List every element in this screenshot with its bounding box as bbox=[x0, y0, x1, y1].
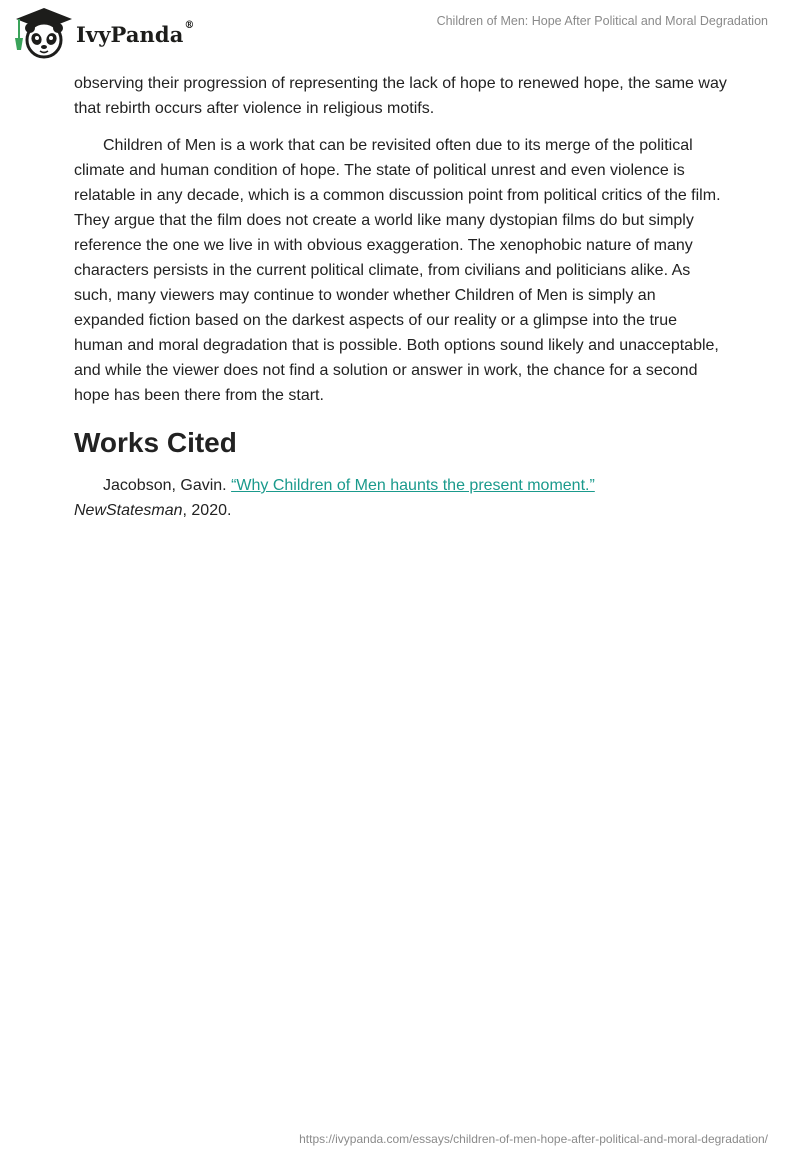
citation-author: Jacobson, Gavin. bbox=[103, 477, 232, 494]
document-title: Children of Men: Hope After Political and Moral Degradation bbox=[436, 14, 768, 28]
page-header bbox=[0, 0, 800, 70]
works-cited-heading: Works Cited bbox=[74, 427, 237, 458]
footer-url[interactable]: https://ivypanda.com/essays/children-of-men-hope-after-political-and-moral-degradation/ bbox=[299, 1132, 768, 1146]
panda-graduation-cap-icon bbox=[14, 6, 74, 60]
body-paragraph: observing their progression of representing the lack of hope to renewed hope, the same way that rebirth occurs after violence in religious motifs. bbox=[74, 75, 727, 117]
citation-source: NewStatesman bbox=[74, 502, 183, 519]
citation-title-link[interactable]: “Why Children of Men haunts the present moment.” bbox=[231, 477, 595, 494]
registered-mark: ® bbox=[184, 19, 195, 31]
citation-entry bbox=[74, 473, 730, 523]
ivypanda-logo[interactable] bbox=[14, 6, 195, 60]
logo-wordmark: IvyPanda® bbox=[76, 19, 195, 47]
citation-year: , 2020. bbox=[182, 502, 232, 519]
essay-content bbox=[74, 71, 730, 523]
body-paragraph: Children of Men is a work that can be revisited often due to its merge of the political climate and human condition of hope. The state of political unrest and even violence is relatable in any decade, which is a common discussion point from political critics of the film. They argue that the film does not create a world like many dystopian films do but simply reference the one we live in with obvious exaggeration. The xenophobic nature of many characters persists in the current political climate, from civilians and politicians alike. As such, many viewers may continue to wonder whether Children of Men is simply an expanded fiction based on the darkest aspects of our reality or a glimpse into the true human and moral degradation that is possible. Both options sound likely and unacceptable, and while the viewer does not find a solution or answer in work, the chance for a second hope has been there from the start. bbox=[74, 137, 721, 404]
